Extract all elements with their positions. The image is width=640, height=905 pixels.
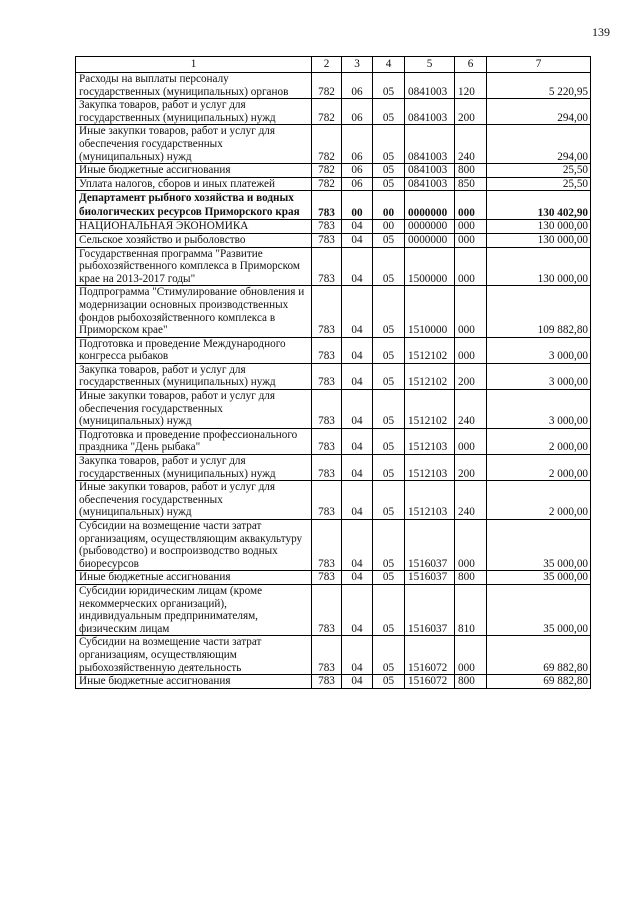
subsection-code-cell: 05	[373, 675, 405, 689]
row-name-cell: Иные закупки товаров, работ и услуг для обеспечения государственных (муниципальных) нужд	[76, 125, 312, 164]
target-article-cell: 1516072	[405, 675, 455, 689]
section-code-cell: 04	[342, 636, 373, 675]
admin-code-cell: 783	[312, 455, 342, 481]
section-code-cell: 04	[342, 520, 373, 571]
subsection-code-cell: 05	[373, 571, 405, 585]
subsection-code-cell: 05	[373, 125, 405, 164]
target-article-cell: 1512103	[405, 481, 455, 520]
admin-code-cell: 782	[312, 177, 342, 191]
expense-type-cell: 000	[455, 520, 487, 571]
row-name-cell: Закупка товаров, работ и услуг для государственных (муниципальных) нужд	[76, 99, 312, 125]
table-row	[76, 428, 591, 454]
amount-cell: 35 000,00	[487, 520, 591, 571]
section-code-cell: 04	[342, 363, 373, 389]
expense-type-cell: 200	[455, 363, 487, 389]
amount-cell: 3 000,00	[487, 390, 591, 429]
amount-cell: 3 000,00	[487, 363, 591, 389]
subsection-code-cell: 05	[373, 286, 405, 337]
section-code-cell: 06	[342, 177, 373, 191]
target-article-cell: 0841003	[405, 99, 455, 125]
amount-cell: 25,50	[487, 177, 591, 191]
expense-type-cell: 800	[455, 571, 487, 585]
page-number: 139	[592, 25, 610, 39]
target-article-cell: 0841003	[405, 125, 455, 164]
admin-code-cell: 782	[312, 99, 342, 125]
table-row	[76, 233, 591, 247]
table-row	[76, 481, 591, 520]
amount-cell: 69 882,80	[487, 675, 591, 689]
admin-code-cell: 783	[312, 520, 342, 571]
target-article-cell: 0000000	[405, 233, 455, 247]
section-code-cell: 04	[342, 675, 373, 689]
row-name-cell: Подпрограмма "Стимулирование обновления и модернизации основных производственных фондов рыбохозяйственного комплекса в Приморском крае"	[76, 286, 312, 337]
expense-type-cell: 000	[455, 247, 487, 286]
target-article-cell: 1516072	[405, 636, 455, 675]
row-name-cell: Расходы на выплаты персоналу государственных (муниципальных) органов	[76, 73, 312, 99]
admin-code-cell: 783	[312, 675, 342, 689]
amount-cell: 5 220,95	[487, 73, 591, 99]
header-cell: 6	[455, 57, 487, 73]
amount-cell: 69 882,80	[487, 636, 591, 675]
table-row	[76, 164, 591, 178]
table-row	[76, 191, 591, 220]
expense-type-cell: 000	[455, 428, 487, 454]
table-row	[76, 247, 591, 286]
section-code-cell: 00	[342, 191, 373, 220]
admin-code-cell: 782	[312, 125, 342, 164]
admin-code-cell: 783	[312, 220, 342, 234]
subsection-code-cell: 05	[373, 99, 405, 125]
subsection-code-cell: 05	[373, 73, 405, 99]
table-row	[76, 220, 591, 234]
expense-type-cell: 200	[455, 99, 487, 125]
section-code-cell: 04	[342, 220, 373, 234]
admin-code-cell: 783	[312, 233, 342, 247]
target-article-cell: 1512102	[405, 363, 455, 389]
amount-cell: 130 000,00	[487, 233, 591, 247]
target-article-cell: 1512103	[405, 455, 455, 481]
subsection-code-cell: 05	[373, 520, 405, 571]
target-article-cell: 1500000	[405, 247, 455, 286]
header-cell: 2	[312, 57, 342, 73]
row-name-cell: Иные бюджетные ассигнования	[76, 675, 312, 689]
table-row	[76, 584, 591, 635]
amount-cell: 25,50	[487, 164, 591, 178]
amount-cell: 35 000,00	[487, 571, 591, 585]
amount-cell: 109 882,80	[487, 286, 591, 337]
admin-code-cell: 783	[312, 337, 342, 363]
table-row	[76, 363, 591, 389]
table-row	[76, 73, 591, 99]
row-name-cell: Субсидии на возмещение части затрат организациям, осуществляющим рыбохозяйственную деятельность	[76, 636, 312, 675]
section-code-cell: 06	[342, 164, 373, 178]
expense-type-cell: 800	[455, 164, 487, 178]
admin-code-cell: 783	[312, 363, 342, 389]
header-cell: 7	[487, 57, 591, 73]
amount-cell: 3 000,00	[487, 337, 591, 363]
row-name-cell: Государственная программа "Развитие рыбохозяйственного комплекса в Приморском крае на 2013-2017 годы"	[76, 247, 312, 286]
subsection-code-cell: 00	[373, 220, 405, 234]
table-row	[76, 177, 591, 191]
target-article-cell: 1512102	[405, 337, 455, 363]
row-name-cell: Подготовка и проведение Международного конгресса рыбаков	[76, 337, 312, 363]
row-name-cell: Закупка товаров, работ и услуг для государственных (муниципальных) нужд	[76, 455, 312, 481]
target-article-cell: 0841003	[405, 177, 455, 191]
row-name-cell: Субсидии на возмещение части затрат организациям, осуществляющим аквакультуру (рыбоводство) и воспроизводство водных биоресурсов	[76, 520, 312, 571]
table-row	[76, 390, 591, 429]
header-cell: 5	[405, 57, 455, 73]
row-name-cell: Подготовка и проведение профессионального праздника "День рыбака"	[76, 428, 312, 454]
table-row	[76, 571, 591, 585]
subsection-code-cell: 05	[373, 363, 405, 389]
table-row	[76, 520, 591, 571]
section-code-cell: 04	[342, 247, 373, 286]
section-code-cell: 06	[342, 99, 373, 125]
subsection-code-cell: 00	[373, 191, 405, 220]
subsection-code-cell: 05	[373, 233, 405, 247]
subsection-code-cell: 05	[373, 481, 405, 520]
target-article-cell: 0000000	[405, 191, 455, 220]
admin-code-cell: 782	[312, 73, 342, 99]
admin-code-cell: 783	[312, 571, 342, 585]
target-article-cell: 1512102	[405, 390, 455, 429]
row-name-cell: НАЦИОНАЛЬНАЯ ЭКОНОМИКА	[76, 220, 312, 234]
admin-code-cell: 783	[312, 390, 342, 429]
section-code-cell: 04	[342, 455, 373, 481]
row-name-cell: Субсидии юридическим лицам (кроме некоммерческих организаций), индивидуальным предпринимателям, физическим лицам	[76, 584, 312, 635]
admin-code-cell: 783	[312, 191, 342, 220]
target-article-cell: 1516037	[405, 520, 455, 571]
subsection-code-cell: 05	[373, 428, 405, 454]
header-cell: 1	[76, 57, 312, 73]
amount-cell: 130 000,00	[487, 247, 591, 286]
row-name-cell: Иные бюджетные ассигнования	[76, 571, 312, 585]
row-name-cell: Департамент рыбного хозяйства и водных биологических ресурсов Приморского края	[76, 191, 312, 220]
target-article-cell: 0841003	[405, 164, 455, 178]
section-code-cell: 04	[342, 390, 373, 429]
expense-type-cell: 000	[455, 191, 487, 220]
amount-cell: 294,00	[487, 99, 591, 125]
table-header-row	[76, 57, 591, 73]
amount-cell: 2 000,00	[487, 455, 591, 481]
row-name-cell: Иные бюджетные ассигнования	[76, 164, 312, 178]
expense-type-cell: 000	[455, 636, 487, 675]
amount-cell: 2 000,00	[487, 481, 591, 520]
table-row	[76, 455, 591, 481]
row-name-cell: Сельское хозяйство и рыболовство	[76, 233, 312, 247]
expense-type-cell: 000	[455, 286, 487, 337]
subsection-code-cell: 05	[373, 177, 405, 191]
amount-cell: 294,00	[487, 125, 591, 164]
admin-code-cell: 783	[312, 247, 342, 286]
expense-type-cell: 850	[455, 177, 487, 191]
section-code-cell: 06	[342, 125, 373, 164]
amount-cell: 130 402,90	[487, 191, 591, 220]
expense-type-cell: 810	[455, 584, 487, 635]
expense-type-cell: 200	[455, 455, 487, 481]
section-code-cell: 04	[342, 337, 373, 363]
amount-cell: 130 000,00	[487, 220, 591, 234]
subsection-code-cell: 05	[373, 247, 405, 286]
target-article-cell: 1510000	[405, 286, 455, 337]
table-row	[76, 337, 591, 363]
section-code-cell: 04	[342, 584, 373, 635]
section-code-cell: 04	[342, 286, 373, 337]
admin-code-cell: 783	[312, 636, 342, 675]
table-row	[76, 286, 591, 337]
expense-type-cell: 240	[455, 390, 487, 429]
row-name-cell: Иные закупки товаров, работ и услуг для обеспечения государственных (муниципальных) нужд	[76, 390, 312, 429]
amount-cell: 35 000,00	[487, 584, 591, 635]
expense-type-cell: 240	[455, 481, 487, 520]
table-row	[76, 99, 591, 125]
subsection-code-cell: 05	[373, 337, 405, 363]
header-cell: 4	[373, 57, 405, 73]
section-code-cell: 04	[342, 233, 373, 247]
admin-code-cell: 783	[312, 481, 342, 520]
row-name-cell: Закупка товаров, работ и услуг для государственных (муниципальных) нужд	[76, 363, 312, 389]
table-row	[76, 636, 591, 675]
subsection-code-cell: 05	[373, 455, 405, 481]
admin-code-cell: 783	[312, 428, 342, 454]
table-row	[76, 675, 591, 689]
admin-code-cell: 783	[312, 584, 342, 635]
expense-type-cell: 000	[455, 220, 487, 234]
expense-type-cell: 240	[455, 125, 487, 164]
section-code-cell: 04	[342, 428, 373, 454]
expense-type-cell: 000	[455, 337, 487, 363]
admin-code-cell: 782	[312, 164, 342, 178]
row-name-cell: Уплата налогов, сборов и иных платежей	[76, 177, 312, 191]
target-article-cell: 0841003	[405, 73, 455, 99]
target-article-cell: 1512103	[405, 428, 455, 454]
budget-table	[75, 56, 591, 689]
target-article-cell: 1516037	[405, 584, 455, 635]
subsection-code-cell: 05	[373, 164, 405, 178]
target-article-cell: 1516037	[405, 571, 455, 585]
target-article-cell: 0000000	[405, 220, 455, 234]
expense-type-cell: 000	[455, 233, 487, 247]
section-code-cell: 04	[342, 571, 373, 585]
expense-type-cell: 800	[455, 675, 487, 689]
header-cell: 3	[342, 57, 373, 73]
subsection-code-cell: 05	[373, 390, 405, 429]
section-code-cell: 04	[342, 481, 373, 520]
expense-type-cell: 120	[455, 73, 487, 99]
section-code-cell: 06	[342, 73, 373, 99]
table-row	[76, 125, 591, 164]
admin-code-cell: 783	[312, 286, 342, 337]
amount-cell: 2 000,00	[487, 428, 591, 454]
row-name-cell: Иные закупки товаров, работ и услуг для обеспечения государственных (муниципальных) нужд	[76, 481, 312, 520]
subsection-code-cell: 05	[373, 636, 405, 675]
subsection-code-cell: 05	[373, 584, 405, 635]
